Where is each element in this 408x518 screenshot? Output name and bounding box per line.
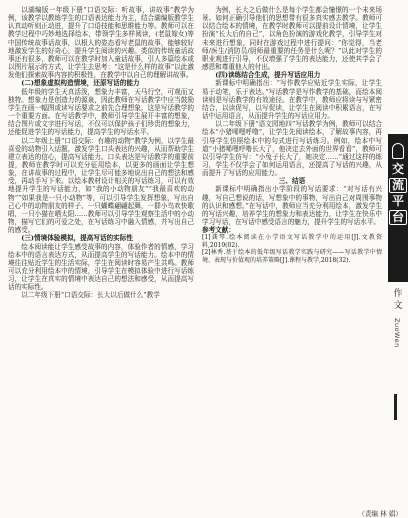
right-column (202, 6, 382, 264)
column-label-latin: ZuoWen (393, 318, 401, 348)
tab-ornament-icon (392, 143, 404, 159)
paragraph: 以二年级下册“语文园地四”写话教学为例，教师可以结合绘本“小猪唏哩呼噜”，让学生先阅读绘本，了解故事内容，再引导学生仿照绘本中的句式进行写话练习。例如，绘本中写道“小猪唏哩呼噜长大了，他决定去外面的世界看看”，教师可以引导学生仿写：“小兔子长大了，她决定……”通过这样的练习，学生不仅学会了如何运用语言，还提高了写话的兴趣，从而提升了写话的应用能力。 (202, 120, 382, 178)
section-heading: (三)情境体验模拟，提高写话的实际性 (21, 234, 133, 243)
tab-char: 交 (391, 162, 404, 176)
column-label (390, 288, 406, 312)
section-heading: (二)想象虚拟构造情境，还原写话的能力 (21, 79, 140, 88)
section-heading: (四)读练结合生成，提升写话应用力 (215, 71, 321, 80)
column-label-top: 作 (393, 289, 403, 299)
reference-item: [1]龚琴.绘本阅读在小学语文写话教学中的运用[J].文教资料,2019(02). (202, 234, 382, 249)
paragraph: 为例，长大之后做什么是每个学生都会憧憬的一个未来场景。如何正确引导他们的思想带有很多真实感去教学。教师可以结合绘本的情境，在教学时教师可以提前设计情境，让学生扮演“长大后的自己”，以角色扮演的游戏化教学，引导学生对未来进行想象，同时在游戏过程中进行提问：“你觉得，当老师/医生/消防员/厨师最重要的任务是什么呢？”以此对学生的职业观进行引导，不仅增强了学生的表达能力，还使其学会了感恩和尊重他人的付出。 (202, 6, 382, 72)
reference-item: [2]林秀.基于绘本的低年级写话教学实践与研究——写话教学中情境、表现与价值观的培养策略[J].课程与教学,2018(32). (202, 249, 382, 264)
tab-char: 流 (389, 178, 407, 193)
paragraph: 低年级的学生天真活泼，想象力丰富，天马行空，可观而又独特。想象力是创造力的源泉，因此教师在写话教学中应当鼓励学生在画一幅图或读写话要求之前先合理想象，这是写话教学的一个重要方面。在写话教学中，教师引导学生展开丰富的想象，结合图片或文字进行写话，不仅可以保护孩子们珍贵的想象力，还能促进学生的写话能力，提高学生的写话水平。 (8, 87, 194, 137)
paragraph: 以二年级上册“口语交际：有趣的动物”教学为例，以学生最喜爱的动物引入话题，激发学生口头表达的兴趣，从而帮助学生建立表达的信心，提高写话能力。口头表达是写话教学的重要前提，教师在教学时可以充分征用绘本，以更多的画面让学生想象，在讲故事的过程中，让学生尽可能多地说出自己的想法和感受，再动手写下来。以绘本教材设计相关的写话练习，可以有效地提升学生的写话能力，如“我的小动物朋友”“我最喜欢的动物”“如果我是一只小动物”等，可以引导学生发挥想象，写出自己心中的动物朋友的样子。一只蝴蝶翩翩起舞，一群小鸟欢快歌唱，一只小猫在晒太阳……教师可以引导学生观察生活中的小动物，描写它们的可爱之处，在写话练习中融入情感，并写出自己的感受。 (8, 136, 194, 235)
section-tab (388, 134, 408, 282)
paragraph: 绘本阅读能让学生感受故事的内容，体验作者的情感，学习绘本中的语言表达方式，从而提高学生的写话能力。绘本中的情境往往贴近学生的生活实际，学生在阅读时容易产生共鸣。教师可以充分利用绘本中的情境，引导学生在模拟体验中进行写话练习，让学生在真实的情境中表达自己的想法和感受，从而提高写话的实际性。 (8, 242, 194, 292)
paragraph: 以二年级下册“口语交际：长大以后做什么”教学 (21, 291, 160, 300)
tab-char: 平 (391, 194, 404, 208)
conclusion-heading: 三、结语 (278, 177, 306, 186)
paragraph: 新课标中明确指出：“写作教学应贴近学生实际，让学生易于动笔，乐于表达。”写话教学是写作教学的基础，而绘本阅读则是写话教学的有效途径。在教学中，教师应将读与写紧密结合，以读促写，以写促读，让学生在阅读中积累语言，在写话中运用语言，从而提升学生的写话应用力。 (202, 79, 382, 121)
paragraph: 以湖编版一年级下册“口语交际：听故事，讲故事”教学为例，该教学以教练学生的口语表达能力为主，结合湖编版教学生认真动听则正动进，提升了口语技能和思维能力等。教师可以在教学过程中巧妙地选择绘本，带领学生多样阅读，(老鼠嫁女)等中国传统故事话故事，以根人的姿态看写老鼠的故事，能够较好地激发学生的好奇心，提升学生阅读的兴趣。类似的传统童话故事还有很多，教师可以在教学时加入童话故事，引人多篇绘本或以图片展示的方式，让学生去思考：“这是什么样的故事”以此激发他们探索故事内容的积极性，在教学中以自己的理解讲故事。 (8, 6, 194, 80)
page-edge-mark (394, 394, 397, 420)
references-title: 参考文献： (202, 226, 235, 235)
tab-char: 台 (389, 210, 407, 225)
paragraph: 新课标中明确指出小学阶段的写话要求：“对写话有兴趣，写自己想说的话，写想象中的事物，写出自己对周围事物的认识和感想。”在写话中，教师应当充分利用绘本，激发学生的写话兴趣，培养学生的想象力和表达能力，让学生在快乐中学习写话，在写话中感受语言的魅力，提升学生的写话水平。 (202, 185, 382, 227)
editor-credit: （责编 林 娟） (358, 510, 402, 518)
left-column (8, 6, 194, 300)
column-label-bottom: 文 (393, 301, 403, 311)
